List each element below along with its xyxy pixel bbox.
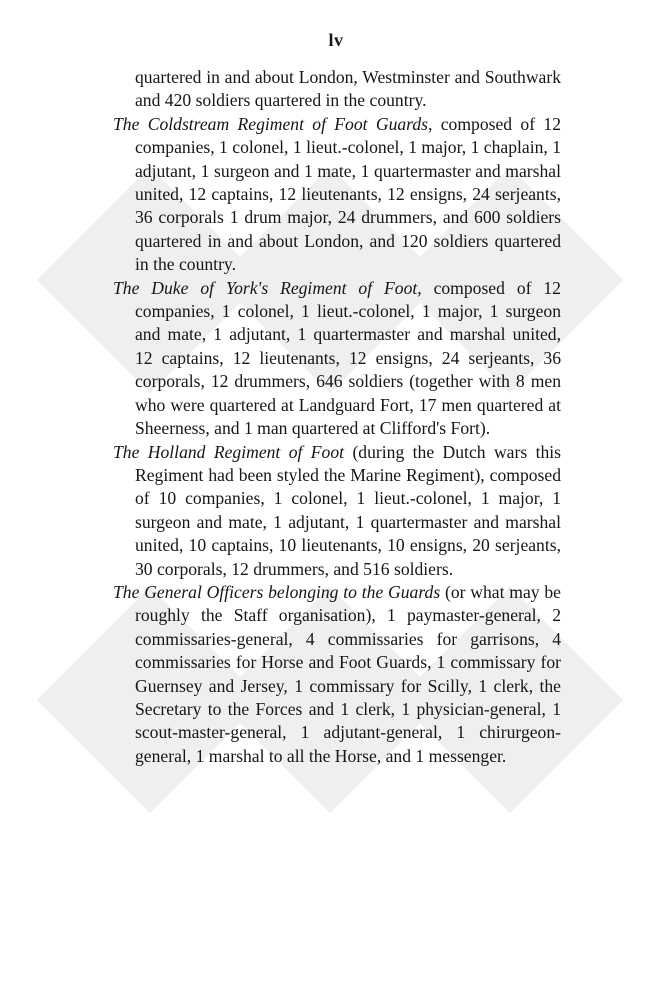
paragraph-coldstream bbox=[113, 113, 561, 277]
paragraph-text: quartered in and about London, Westminster and Southwark and 420 soldiers quartered in the country. bbox=[135, 67, 561, 111]
page-number: lv bbox=[328, 30, 344, 50]
paragraph-text: composed of 12 companies, 1 colonel, 1 lieut.-colonel, 1 major, 1 surgeon and mate, 1 adjutant, 1 quartermaster and marshal united, 12 captains, 12 lieutenants, 12 ensigns, 24 serjeants, 36 corporals, 12 drummers, 646 soldiers (together with 8 men who were quartered at Landguard Fort, 17 men quartered at Sheerness, and 1 man quartered at Clifford's Fort). bbox=[135, 277, 561, 439]
regiment-title: The General Officers belonging to the Guards bbox=[113, 581, 441, 602]
regiment-title: The Holland Regiment of Foot bbox=[113, 441, 345, 462]
paragraph-general-officers bbox=[113, 581, 561, 768]
paragraph-continuation bbox=[113, 66, 561, 113]
regiment-title: The Duke of York's Regiment of Foot, bbox=[113, 277, 422, 298]
paragraph-text: composed of 12 companies, 1 colonel, 1 lieut.-colonel, 1 major, 1 chaplain, 1 adjutant, 1 surgeon and 1 mate, 1 quartermaster and marshal united, 12 captains, 12 lieutenants, 12 ensigns, 24 serjeants, 36 corporals 1 drum major, 24 drummers, and 600 soldiers quartered in and about London, and 120 soldiers quartered in the country. bbox=[135, 113, 561, 275]
paragraph-text: (or what may be roughly the Staff organisation), 1 paymaster-general, 2 commissaries-general, 4 commissaries for garrisons, 4 commissaries for Horse and Foot Guards, 1 commissary for Guernsey and Jersey, 1 commissary for Scilly, 1 clerk, the Secretary to the Forces and 1 clerk, 1 physician-general, 1 scout-master-general, 1 adjutant-general, 1 chirurgeon-general, 1 marshal to all the Horse, and 1 messenger. bbox=[135, 581, 561, 766]
paragraph-duke-of-york bbox=[113, 277, 561, 441]
page-body bbox=[113, 66, 561, 768]
regiment-title: The Coldstream Regiment of Foot Guards, bbox=[113, 113, 433, 134]
paragraph-text: (during the Dutch wars this Regiment had been styled the Marine Regiment), composed of 10 companies, 1 colonel, 1 lieut.-colonel, 1 major, 1 surgeon and mate, 1 adjutant, 1 quartermaster and marshal united, 10 captains, 10 lieutenants, 10 ensigns, 20 serjeants, 30 corporals, 12 drummers, and 516 soldiers. bbox=[135, 441, 561, 579]
paragraph-holland bbox=[113, 441, 561, 581]
